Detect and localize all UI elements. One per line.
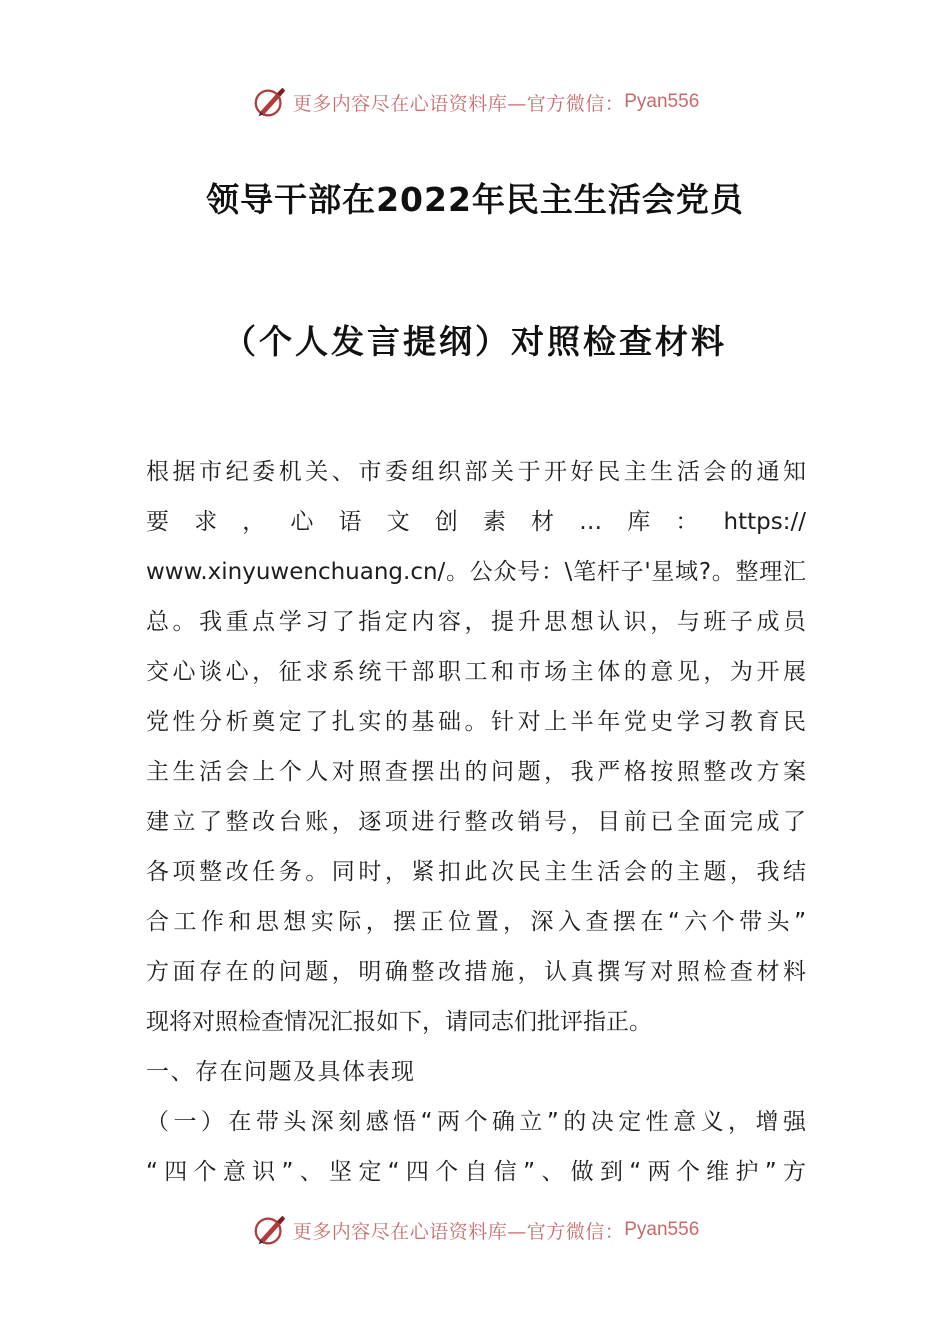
watermark-id: Pyan556	[624, 91, 700, 112]
body-line: 党性分析奠定了扎实的基础。针对上半年党史学习教育民	[146, 709, 806, 735]
body-line: 主生活会上个人对照查摆出的问题，我严格按照整改方案	[146, 759, 806, 785]
watermark-id: Pyan556	[624, 1219, 700, 1240]
body-line: “四个意识”、坚定“四个自信”、做到“两个维护”方	[146, 1159, 806, 1185]
watermark-header	[0, 80, 950, 124]
body-line: 交心谈心，征求系统干部职工和市场主体的意见，为开展	[146, 659, 806, 685]
document-title-line-1: 领导干部在2022年民主生活会党员	[206, 180, 744, 219]
pen-logo-icon	[251, 83, 289, 121]
watermark-text: 更多内容尽在心语资料库—官方微信：	[292, 92, 625, 115]
watermark-footer	[0, 1208, 950, 1252]
body-line: 总。我重点学习了指定内容，提升思想认识，与班子成员	[146, 609, 806, 635]
document-body	[146, 447, 806, 1197]
section-heading: 一、存在问题及具体表现	[146, 1059, 416, 1085]
body-line: 要求，心语文创素材…库：https://	[146, 509, 806, 535]
body-line: 各项整改任务。同时，紧扣此次民主生活会的主题，我结	[146, 859, 806, 885]
body-line: 合工作和思想实际，摆正位置，深入查摆在“六个带头”	[146, 909, 806, 935]
document-title-line-2: （个人发言提纲）对照检查材料	[223, 322, 727, 361]
body-line: 建立了整改台账，逐项进行整改销号，目前已全面完成了	[146, 809, 806, 835]
body-line: 方面存在的问题，明确整改措施，认真撰写对照检查材料	[146, 959, 806, 985]
body-line: （一）在带头深刻感悟“两个确立”的决定性意义，增强	[146, 1109, 806, 1135]
pen-logo-icon	[251, 1211, 289, 1249]
body-line: 根据市纪委机关、市委组织部关于开好民主生活会的通知	[146, 459, 806, 485]
watermark-text: 更多内容尽在心语资料库—官方微信：	[292, 1220, 625, 1243]
body-line: www.xinyuwenchuang.cn/。公众号：\笔杆子'星域?。整理汇	[146, 559, 806, 585]
body-line: 现将对照检查情况汇报如下，请同志们批评指正。	[146, 1009, 652, 1035]
